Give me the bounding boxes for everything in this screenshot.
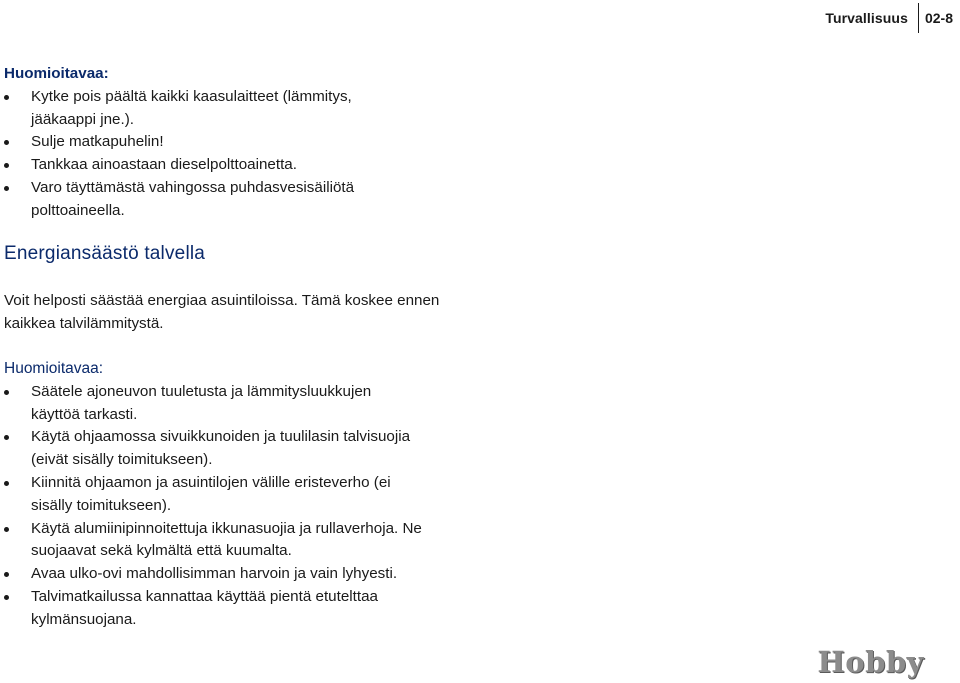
section-heading: Energiansäästö talvella <box>4 243 206 264</box>
note-list <box>4 381 444 632</box>
note-block-1 <box>4 63 444 223</box>
note-title: Huomioitavaa: <box>4 360 104 377</box>
paragraph: Voit helposti säästää energiaa asuintiloissa. Tämä koskee ennen kaikkea talvilämmitystä. <box>4 292 440 332</box>
list-item: Tankkaa ainoastaan dieselpolttoainetta. <box>4 154 444 177</box>
list-item: Avaa ulko-ovi mahdollisimman harvoin ja vain lyhyesti. <box>4 563 444 586</box>
list-item: Kytke pois päältä kaikki kaasulaitteet (lämmitys, jääkaappi jne.). <box>4 86 381 132</box>
note-title: Huomioitavaa: <box>4 65 109 82</box>
list-item: Käytä ohjaamossa sivuikkunoiden ja tuulilasin talvisuojia (eivät sisälly toimitukseen). <box>4 426 436 472</box>
page-header <box>825 3 960 33</box>
list-item: Talvimatkailussa kannattaa käyttää pientä etutelttaa kylmänsuojana. <box>4 586 406 632</box>
list-item: Sulje matkapuhelin! <box>4 131 444 154</box>
note-list <box>4 86 444 223</box>
note-block-2 <box>4 358 444 632</box>
energy-section <box>4 243 444 266</box>
section-title-header: Turvallisuus <box>825 10 908 26</box>
list-item: Säätele ajoneuvon tuuletusta ja lämmitysluukkujen käyttöä tarkasti. <box>4 381 396 427</box>
energy-paragraph-block <box>4 290 440 336</box>
hobby-logo: Hobby <box>817 645 924 679</box>
page-number: 02-8 <box>924 10 953 26</box>
list-item: Kiinnitä ohjaamon ja asuintilojen välille eristeverho (ei sisälly toimitukseen). <box>4 472 416 518</box>
list-item: Varo täyttämästä vahingossa puhdasvesisäiliötä polttoaineella. <box>4 177 401 223</box>
list-item: Käytä alumiinipinnoitettuja ikkunasuojia ja rullaverhoja. Ne suojaavat sekä kylmältä että kuumalta. <box>4 518 423 564</box>
